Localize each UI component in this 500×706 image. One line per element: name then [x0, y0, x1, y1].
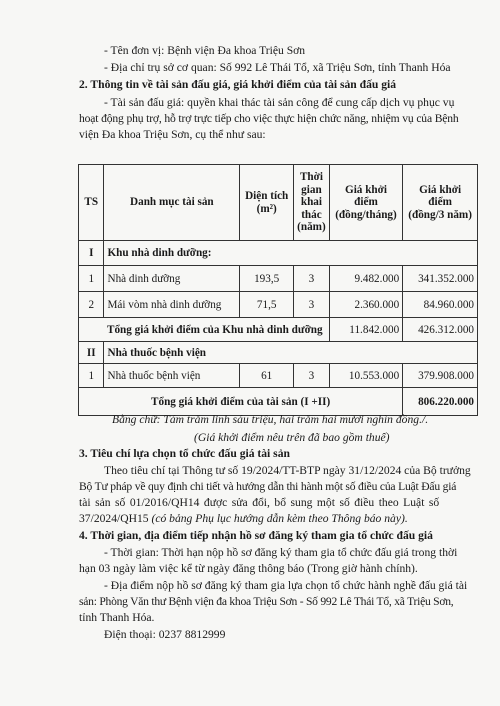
header-area: Diện tích (m²)	[240, 165, 294, 241]
phone-number: Điện thoại: 0237 8812999	[104, 628, 226, 641]
group-name: Khu nhà dinh dưỡng:	[104, 241, 478, 266]
unit-name: - Tên đơn vị: Bệnh viện Đa khoa Triệu Sơn	[104, 44, 306, 57]
subtotal-total: 426.312.000	[403, 318, 478, 342]
subtotal-monthly: 11.842.000	[329, 318, 402, 342]
appendix-note: (có bảng Phụ lục hướng dẫn kèm theo Thông báo này).	[151, 512, 408, 525]
group-row	[79, 342, 478, 364]
grand-total-label: Tổng giá khởi điểm của tài sản (I +II)	[79, 388, 403, 416]
section4-place-line: - Địa điểm nộp hồ sơ đăng ký tham gia lựa chọn tổ chức hành nghề đấu giá tài	[104, 579, 468, 592]
grand-total-row	[79, 388, 478, 416]
amount-in-words: Bằng chữ: Tám trăm linh sáu triệu, hai trăm hai mươi nghìn đồng./.	[112, 413, 429, 426]
asset-table	[78, 164, 478, 416]
table-row: 2 Mái vòm nhà dinh dưỡng 71,5 3 2.360.000 84.960.000	[79, 292, 478, 318]
vat-note: (Giá khởi điểm nêu trên đã bao gồm thuế)	[194, 431, 390, 444]
section2-heading: 2. Thông tin về tài sản đấu giá, giá khởi điểm của tài sản đấu giá	[79, 78, 397, 91]
section4-time-line: hạn 03 ngày làm việc kể từ ngày đăng thông báo (Trong giờ hành chính).	[79, 562, 418, 575]
grand-total-value: 806.220.000	[403, 388, 478, 416]
section4-place-line: tỉnh Thanh Hóa.	[79, 611, 155, 624]
section2-intro-line: viện Đa khoa Triệu Sơn, cụ thể như sau:	[79, 128, 266, 141]
unit-address: - Địa chỉ trụ sở cơ quan: Số 992 Lê Thái Tổ, xã Triệu Sơn, tỉnh Thanh Hóa	[104, 61, 451, 74]
header-duration: Thời gian khai thác (năm)	[294, 165, 330, 241]
section3-heading: 3. Tiêu chí lựa chọn tổ chức đấu giá tài sản	[79, 447, 290, 460]
group-code: I	[79, 241, 104, 266]
section3-line: tài sản số 01/2016/QH14 được sửa đổi, bổ sung một số điều theo Luật số	[79, 496, 440, 509]
bleed-through-text	[330, 44, 332, 54]
header-price-3y: Giá khởi điểm (đồng/3 năm)	[403, 165, 478, 241]
section3-line-last: 37/2024/QH15 (có bảng Phụ lục hướng dẫn kèm theo Thông báo này).	[79, 512, 408, 525]
subtotal-row	[79, 318, 478, 342]
header-category: Danh mục tài sản	[104, 165, 240, 241]
section3-line: Bộ Tư pháp về quy định chi tiết và hướng dẫn thi hành một số điều của Luật Đấu giá	[79, 480, 457, 493]
header-price-month: Giá khởi điểm (đồng/tháng)	[329, 165, 402, 241]
group-name: Nhà thuốc bệnh viện	[104, 342, 478, 364]
subtotal-label: Tổng giá khởi điểm của Khu nhà dinh dưỡng	[104, 318, 329, 342]
group-code: II	[79, 342, 104, 364]
group-row	[79, 241, 478, 266]
table-row: 1 Nhà dinh dưỡng 193,5 3 9.482.000 341.352.000	[79, 266, 478, 292]
section4-time-line: - Thời gian: Thời hạn nộp hồ sơ đăng ký tham gia tổ chức đấu giá trong thời	[104, 546, 458, 559]
table-row: 1 Nhà thuốc bệnh viện 61 3 10.553.000 379.908.000	[79, 364, 478, 388]
section2-intro-line: hoạt động phụ trợ, hỗ trợ trực tiếp cho việc thực hiện chức năng, nhiệm vụ của Bệnh	[79, 112, 459, 125]
table-header-row	[79, 165, 478, 241]
section3-line: Theo tiêu chí tại Thông tư số 19/2024/TT-BTP ngày 31/12/2024 của Bộ trưởng	[104, 464, 471, 477]
section2-intro-line: - Tài sản đấu giá: quyền khai thác tài sản công để cung cấp dịch vụ phục vụ	[104, 96, 455, 109]
section4-heading: 4. Thời gian, địa điểm tiếp nhận hồ sơ đăng ký tham gia tổ chức đấu giá	[79, 529, 433, 542]
section4-place-line: sản: Phòng Văn thư Bệnh viện đa khoa Triệu Sơn - Số 992 Lê Thái Tổ, xã Triệu Sơn,	[79, 595, 454, 608]
header-ts: TS	[79, 165, 104, 241]
